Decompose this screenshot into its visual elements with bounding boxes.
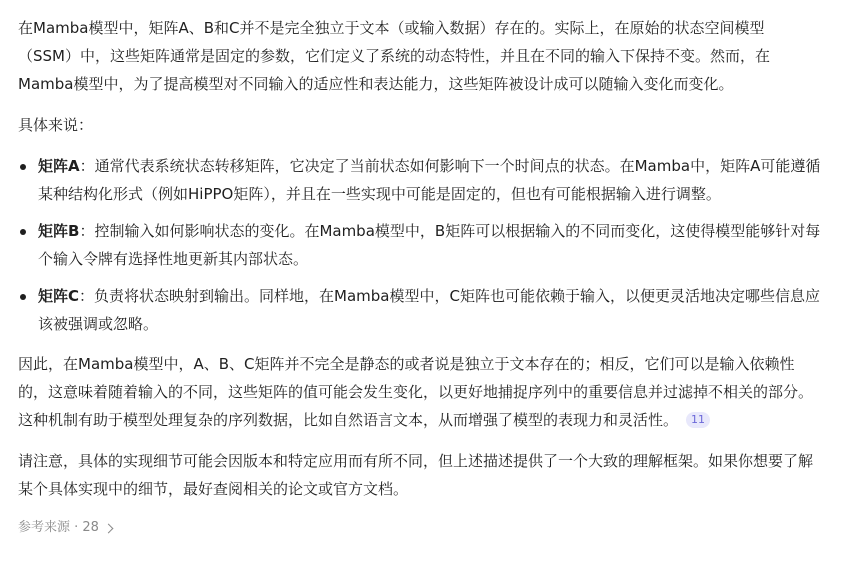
paragraph-conclusion <box>18 350 855 434</box>
bullet-text: ：负责将状态映射到输出。同样地，在Mamba模型中，C矩阵也可能依赖于输入，以便更灵活地决定哪些信息应 <box>79 287 820 305</box>
bullet-term: 矩阵B <box>38 222 80 240</box>
paragraph-line: 请注意，具体的实现细节可能会因版本和特定应用而有所不同，但上述描述提供了一个大致的理解框架。如果你想要了解 <box>18 452 814 470</box>
bullet-dot-icon <box>20 164 26 170</box>
chevron-right-icon <box>104 524 114 534</box>
bullet-matrix-c <box>18 282 855 338</box>
bullet-text: ：通常代表系统状态转移矩阵，它决定了当前状态如何影响下一个时间点的状态。在Mamba中，矩阵A可能遵循 <box>79 157 821 175</box>
paragraph-line: （SSM）中，这些矩阵通常是固定的参数，它们定义了系统的动态特性，并且在不同的输入下保持不变。然而，在 <box>18 47 770 65</box>
paragraph-line: 的，这意味着随着输入的不同，这些矩阵的值可能会发生变化，以更好地捕捉序列中的重要信息并过滤掉不相关的部分。 <box>18 383 814 401</box>
paragraph-line: 在Mamba模型中，矩阵A、B和C并不是完全独立于文本（或输入数据）存在的。实际上，在原始的状态空间模型 <box>18 19 765 37</box>
paragraph-line: 某个具体实现中的细节，最好查阅相关的论文或官方文档。 <box>18 480 409 498</box>
bullet-dot-icon <box>20 294 26 300</box>
matrix-bullet-list <box>18 152 855 338</box>
paragraph-intro <box>18 14 855 98</box>
bullet-line: 个输入令牌有选择性地更新其内部状态。 <box>38 250 309 268</box>
references-link[interactable] <box>18 519 112 537</box>
citation-badge[interactable]: 11 <box>686 412 710 428</box>
bullet-matrix-b <box>18 217 855 273</box>
bullet-line <box>38 152 855 180</box>
bullet-matrix-a <box>18 152 855 208</box>
paragraph-specifically: 具体来说： <box>18 116 94 134</box>
bullet-line <box>38 282 855 310</box>
bullet-term: 矩阵A <box>38 157 80 175</box>
bullet-dot-icon <box>20 229 26 235</box>
bullet-line <box>38 217 855 245</box>
answer-content <box>18 14 855 537</box>
paragraph-text: 这种机制有助于模型处理复杂的序列数据，比如自然语言文本，从而增强了模型的表现力和灵活性。 <box>18 411 679 429</box>
paragraph-line: 因此，在Mamba模型中，A、B、C矩阵并不完全是静态的或者说是独立于文本存在的；相反，它们可以是输入依赖性 <box>18 355 795 373</box>
paragraph-line <box>18 406 855 434</box>
bullet-line: 该被强调或忽略。 <box>38 315 159 333</box>
bullet-term: 矩阵C <box>38 287 80 305</box>
bullet-text: ：控制输入如何影响状态的变化。在Mamba模型中，B矩阵可以根据输入的不同而变化，这使得模型能够针对每 <box>79 222 821 240</box>
paragraph-line: Mamba模型中，为了提高模型对不同输入的适应性和表达能力，这些矩阵被设计成可以随输入变化而变化。 <box>18 75 734 93</box>
paragraph-note <box>18 447 855 503</box>
references-label: 参考来源 · 28 <box>18 520 99 535</box>
bullet-line: 某种结构化形式（例如HiPPO矩阵），并且在一些实现中可能是固定的，但也有可能根据输入进行调整。 <box>38 185 721 203</box>
